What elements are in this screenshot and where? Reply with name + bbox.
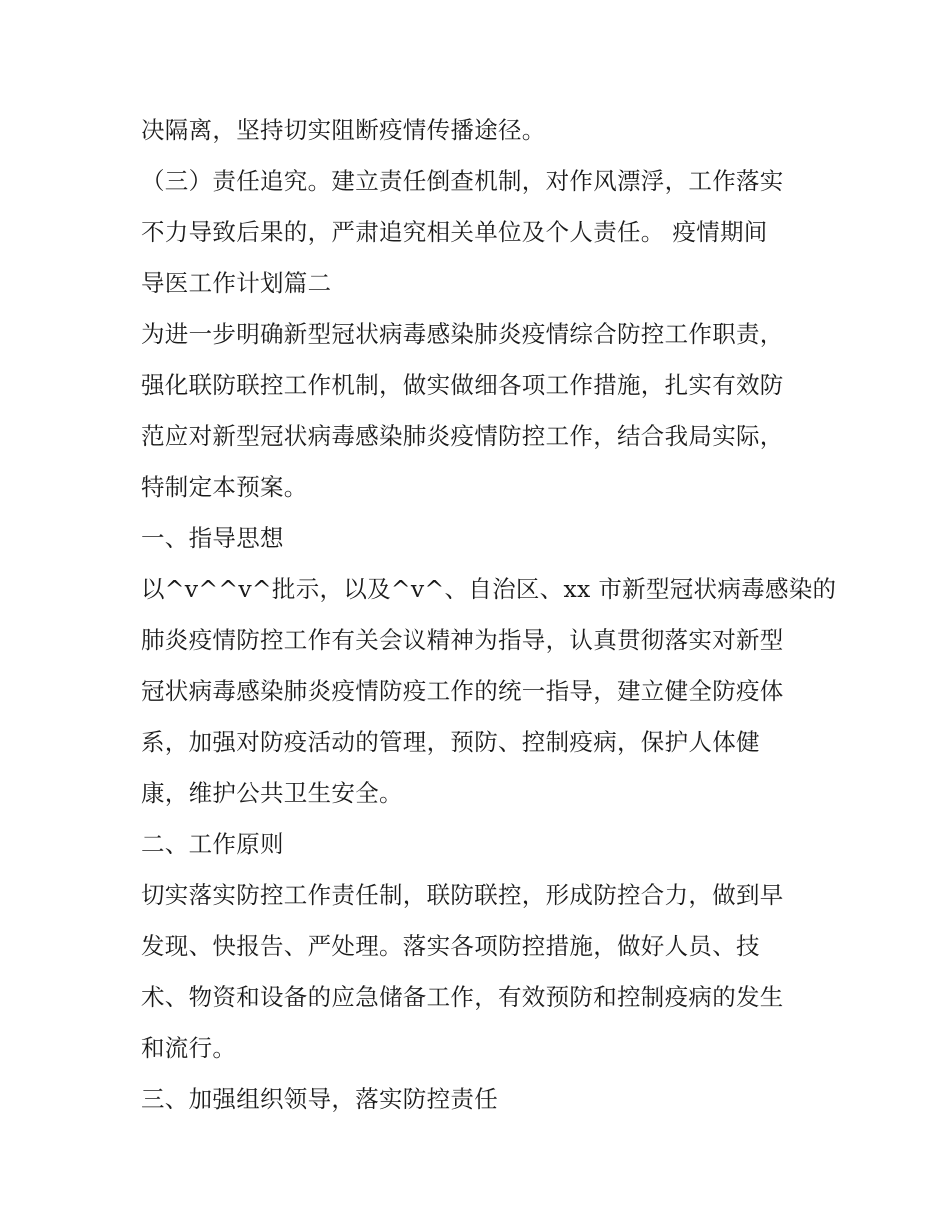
section-heading: 导医工作计划篇二	[141, 269, 332, 297]
text-line: 术、物资和设备的应急储备工作，有效预防和控制疫病的发生	[141, 983, 784, 1011]
text-line: 和流行。	[141, 1034, 237, 1062]
text-line: 为进一步明确新型冠状病毒感染肺炎疫情综合防控工作职责，	[141, 320, 784, 348]
text-line: 以^v^^v^批示，以及^v^、自治区、xx 市新型冠状病毒感染的	[141, 575, 837, 603]
text-line: 范应对新型冠状病毒感染肺炎疫情防控工作，结合我局实际，	[141, 422, 784, 450]
section-heading: 三、加强组织领导，落实防控责任	[141, 1085, 498, 1113]
section-heading: 一、指导思想	[141, 524, 284, 552]
document-body	[141, 105, 837, 1125]
text-line: 不力导致后果的，严肃追究相关单位及个人责任。 疫情期间	[141, 218, 768, 246]
text-line: 强化联防联控工作机制，做实做细各项工作措施，扎实有效防	[141, 371, 784, 399]
text-line: 特制定本预案。	[141, 473, 308, 501]
text-line: 发现、快报告、严处理。落实各项防控措施，做好人员、技	[141, 932, 760, 960]
text-line: 康，维护公共卫生安全。	[141, 779, 403, 807]
section-heading: 二、工作原则	[141, 830, 284, 858]
text-line: 系，加强对防疫活动的管理，预防、控制疫病，保护人体健	[141, 728, 760, 756]
text-line: 切实落实防控工作责任制，联防联控，形成防控合力，做到早	[141, 881, 784, 909]
text-line: 冠状病毒感染肺炎疫情防疫工作的统一指导，建立健全防疫体	[141, 677, 784, 705]
text-line: 决隔离，坚持切实阻断疫情传播途径。	[141, 116, 546, 144]
text-line: 肺炎疫情防控工作有关会议精神为指导，认真贯彻落实对新型	[141, 626, 784, 654]
text-line: （三）责任追究。建立责任倒查机制，对作风漂浮，工作落实	[141, 167, 784, 195]
